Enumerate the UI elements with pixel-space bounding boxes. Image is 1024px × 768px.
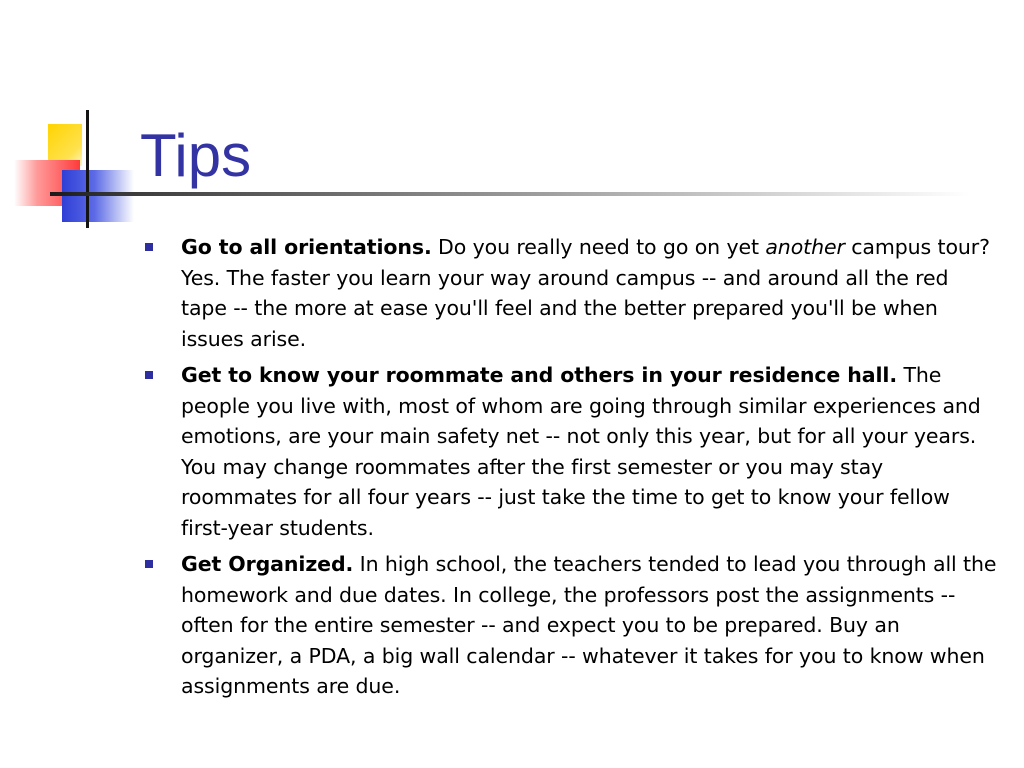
bullet-square-icon xyxy=(145,560,153,568)
bullet-text: campus tour? Yes. The faster you learn your way around campus -- and around all the red tape -- the more at ease you'll feel and the better prepared you'll be when issues arise. xyxy=(181,235,990,351)
bullet-text: The people you live with, most of whom are going through similar experiences and emotions, are your main safety net -- not only this year, but for all your years. You may change roommates after the first semester or you may stay roommates for all four years -- just take the time to get to know your fellow first-year students. xyxy=(181,363,981,540)
bullet-square-icon xyxy=(145,371,153,379)
bullet-heading: Get Organized. xyxy=(181,552,354,576)
bullet-square-icon xyxy=(145,243,153,251)
bullet-heading: Get to know your roommate and others in your residence hall. xyxy=(181,363,898,387)
bullet-text: Do you really need to go on yet xyxy=(431,235,766,259)
bullet-text: In high school, the teachers tended to lead you through all the homework and due dates. In college, the professors post the assignments -- often for the entire semester -- and expect you to be prepared. Buy an organizer, a PDA, a big wall calendar -- whatever it takes for you to know when assignments are due. xyxy=(181,552,997,698)
bullet-item-organized xyxy=(145,549,997,702)
logo-blue-square xyxy=(62,170,134,222)
bullet-item-orientations xyxy=(145,232,997,354)
logo-vertical-line xyxy=(86,110,89,228)
bullet-item-roommate xyxy=(145,360,997,543)
bullet-emphasis: another xyxy=(765,235,845,259)
bullet-list xyxy=(145,232,997,708)
decorative-logo xyxy=(0,0,160,240)
bullet-heading: Go to all orientations. xyxy=(181,235,432,259)
slide-title: Tips xyxy=(140,122,252,189)
